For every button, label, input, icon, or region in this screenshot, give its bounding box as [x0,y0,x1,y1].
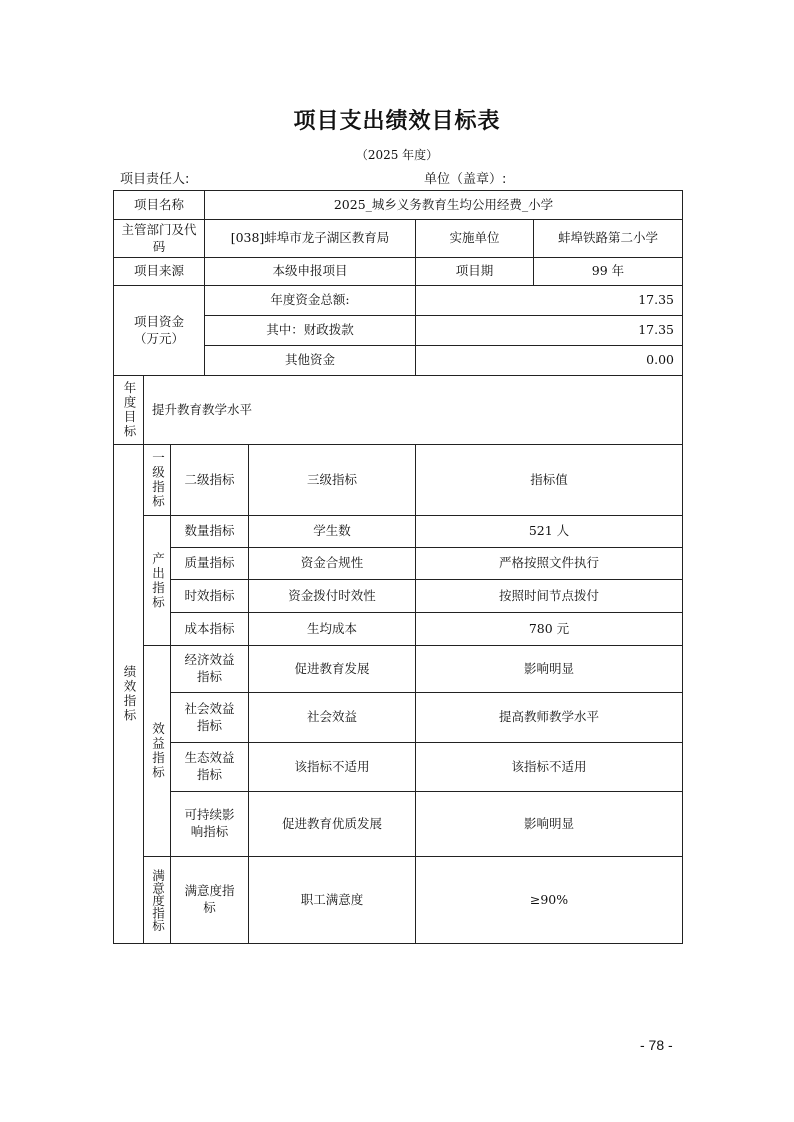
implementing-unit-value: 蚌埠铁路第二小学 [533,219,683,258]
satisfaction-level2 [170,856,249,944]
satisfaction-indicators-label: 满意度指标 [143,856,171,944]
benefit-level2-line1: 经济效益 [184,652,235,668]
output-value: 521 人 [415,515,683,548]
benefit-level2 [170,791,249,857]
satisfaction-level2-line2: 标 [203,900,216,915]
benefit-level3: 促进教育发展 [248,645,416,693]
benefit-value: 该指标不适用 [415,742,683,792]
benefit-level2-line1: 社会效益 [184,700,235,716]
other-funds-label: 其他资金 [204,345,416,376]
satisfaction-level3: 职工满意度 [248,856,416,944]
benefit-level2 [170,742,249,792]
implementing-unit-label: 实施单位 [415,219,534,258]
output-level2: 数量指标 [170,515,249,548]
benefit-level2-line1: 可持续影 [184,807,235,823]
output-level3: 资金拨付时效性 [248,579,416,613]
department-value: [038]蚌埠市龙子湖区教育局 [204,219,416,258]
benefit-level3: 该指标不适用 [248,742,416,792]
benefit-level3: 社会效益 [248,692,416,743]
header-level2: 二级指标 [170,444,249,516]
output-value: 按照时间节点拨付 [415,579,683,613]
benefit-level3: 促进教育优质发展 [248,791,416,857]
project-source-label: 项目来源 [113,257,205,286]
fiscal-year: （2025 年度） [355,148,439,162]
annual-target-value: 提升教育教学水平 [143,375,683,445]
output-level3: 学生数 [248,515,416,548]
benefit-level2-line1: 生态效益 [184,750,235,766]
funds-label-line1: 项目资金 [133,313,184,329]
project-funds-label [113,285,205,376]
benefit-value: 影响明显 [415,791,683,857]
benefit-indicators-label: 效益指标 [143,645,171,857]
satisfaction-value: ≥90% [415,856,683,944]
output-level3: 生均成本 [248,612,416,646]
header-value: 指标值 [415,444,683,516]
output-value: 严格按照文件执行 [415,547,683,580]
project-name-value: 2025_城乡义务教育生均公用经费_小学 [204,190,683,220]
benefit-level2-line2: 指标 [196,717,222,733]
fiscal-allocation-label: 其中：财政拨款 [204,315,416,346]
output-value: 780 元 [415,612,683,646]
unit-seal-label: 单位（盖章）: [424,172,507,187]
benefit-level2 [170,645,249,693]
output-level2: 时效指标 [170,579,249,613]
document-title: 项目支出绩效目标表 [293,109,501,134]
satisfaction-level2-line1: 满意度指 [184,883,235,899]
other-funds-value: 0.00 [415,345,683,376]
output-level2: 质量指标 [170,547,249,580]
output-level3: 资金合规性 [248,547,416,580]
performance-indicators-label: 绩效指标 [113,444,144,944]
output-indicators-label: 产出指标 [143,515,171,646]
fiscal-allocation-value: 17.35 [415,315,683,346]
benefit-value: 提高教师教学水平 [415,692,683,743]
project-period-value: 99 年 [533,257,683,286]
benefit-value: 影响明显 [415,645,683,693]
header-level1: 一级指标 [143,444,171,516]
project-source-value: 本级申报项目 [204,257,416,286]
header-level3: 三级指标 [248,444,416,516]
benefit-level2 [170,692,249,743]
department-label: 主管部门及代码 [113,219,205,258]
project-name-label: 项目名称 [113,190,205,220]
page-number: - 78 - [640,1037,673,1053]
benefit-level2-line2: 指标 [196,669,222,684]
benefit-level2-line2: 指标 [196,767,222,782]
benefit-level2-line2: 响指标 [190,824,229,839]
funds-label-line2: （万元） [133,330,184,346]
annual-total-value: 17.35 [415,285,683,316]
output-level2: 成本指标 [170,612,249,646]
annual-target-label: 年度目标 [113,375,144,445]
annual-total-label: 年度资金总额: [204,285,416,316]
responsible-person-label: 项目责任人: [120,172,190,187]
project-period-label: 项目期 [415,257,534,286]
